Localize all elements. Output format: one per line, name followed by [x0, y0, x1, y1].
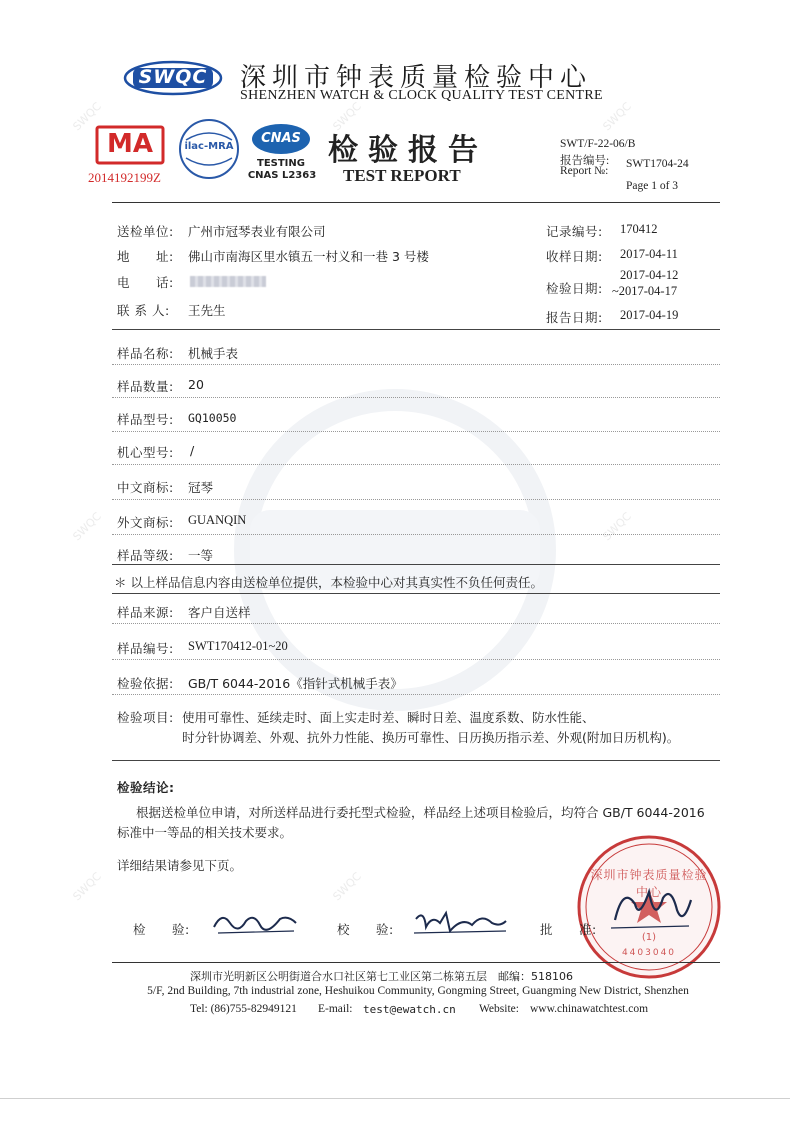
footer-address-en: 5/F, 2nd Building, 7th industrial zone, Heshuikou Community, Gongming Street, Guangming New District, Shenzhen: [147, 985, 689, 997]
client-address-value: 佛山市南海区里水镇五一村义和一巷 3 号楼: [188, 249, 429, 264]
footer-website[interactable]: www.chinawatchtest.com: [530, 1003, 649, 1015]
client-contact-value: 王先生: [188, 303, 226, 318]
cnas-logo: [250, 122, 312, 156]
sample-model-value: GQ10050: [188, 411, 237, 425]
sample-number-value: SWT170412-01~20: [188, 639, 288, 653]
divider-disclaimer: [112, 593, 720, 594]
page-bottom-edge: [0, 1098, 790, 1099]
en-brand-label: 外文商标:: [117, 515, 174, 530]
sample-name-label: 样品名称:: [117, 346, 174, 361]
phone-redacted: [190, 276, 266, 287]
report-title-en: TEST REPORT: [343, 166, 461, 185]
row-rule-6: [112, 534, 720, 535]
seal-number: 4403040: [621, 948, 677, 958]
client-phone-label: 电 话:: [117, 275, 174, 290]
report-title-cn: 检验报告: [328, 134, 488, 167]
watermark-stamp-3: SWQC: [600, 99, 634, 134]
report-no-label-cn: 报告编号:: [560, 155, 610, 167]
cn-brand-label: 中文商标:: [117, 480, 174, 495]
institute-title-cn: 深圳市钟表质量检验中心: [240, 63, 593, 92]
sample-grade-label: 样品等级:: [117, 548, 174, 563]
client-contact-label: 联 系 人:: [117, 303, 170, 318]
watermark-stamp-1: SWQC: [70, 99, 104, 134]
checker-label: 校 验:: [337, 922, 394, 937]
page-indicator: Page 1 of 3: [626, 180, 679, 192]
footer-divider: [112, 962, 720, 963]
sample-model-label: 样品型号:: [117, 412, 174, 427]
test-items-line-2: 时分针协调差、外观、抗外力性能、换历可靠性、日历换历指示差、外观(附加日历机构)。: [182, 730, 680, 745]
divider-top: [112, 202, 720, 203]
client-address-label: 地 址:: [117, 249, 174, 264]
institute-title-en: SHENZHEN WATCH & CLOCK QUALITY TEST CENTRE: [240, 88, 603, 103]
sample-name-value: 机械手表: [188, 346, 239, 361]
divider-items: [112, 760, 720, 761]
row-rule-3: [112, 431, 720, 432]
watermark-stamp-7: SWQC: [330, 869, 364, 904]
watermark-stamp-4: SWQC: [70, 509, 104, 544]
report-date-value: 2017-04-19: [620, 308, 679, 322]
movement-model-value: /: [190, 443, 195, 458]
footer-tel: Tel: (86)755-82949121: [190, 1003, 297, 1015]
footer-website-label: Website:: [479, 1003, 519, 1015]
row-rule-9: [112, 659, 720, 660]
tester-signature: [210, 905, 300, 939]
test-items-line-1: 使用可靠性、延续走时、面上实走时差、瞬时日差、温度系数、防水性能、: [182, 710, 595, 725]
test-basis-label: 检验依据:: [117, 676, 174, 691]
row-rule-4: [112, 464, 720, 465]
row-rule-7: [112, 564, 720, 565]
conclusion-text-line-1: 根据送检单位申请，对所送样品进行委托型式检验，样品经上述项目检验后，均符合 GB/T 6044-2016: [136, 805, 705, 820]
test-basis-value: GB/T 6044-2016《指针式机械手表》: [188, 676, 403, 691]
approver-label: 批 准:: [540, 922, 597, 937]
footer-email-label: E-mail:: [318, 1003, 353, 1015]
sample-number-label: 样品编号:: [117, 641, 174, 656]
sample-qty-value: 20: [188, 377, 204, 392]
conclusion-text-line-2: 标准中一等品的相关技术要求。: [117, 825, 293, 840]
received-date-label: 收样日期:: [546, 249, 603, 264]
sample-source-label: 样品来源:: [117, 605, 174, 620]
test-items-label: 检验项目:: [117, 710, 174, 725]
movement-model-label: 机心型号:: [117, 445, 174, 460]
swqc-logo-text: SWQC: [138, 66, 208, 88]
sample-qty-label: 样品数量:: [117, 379, 174, 394]
disclaimer-note: ＊ 以上样品信息内容由送检单位提供，本检验中心对其真实性不负任何责任。: [114, 575, 543, 590]
footer-address-cn: 深圳市光明新区公明街道合水口社区第七工业区第二栋第五层 邮编：518106: [190, 970, 573, 983]
ma-logo-text: MA: [107, 129, 153, 159]
received-date-value: 2017-04-11: [620, 247, 678, 261]
swqc-logo: [123, 60, 223, 94]
report-date-label: 报告日期:: [546, 310, 603, 325]
tester-label: 检 验:: [133, 922, 190, 937]
divider-client: [112, 329, 720, 330]
sample-source-value: 客户自送样: [188, 605, 251, 620]
cnas-logo-text: CNAS: [261, 131, 301, 146]
watermark-stamp-2: SWQC: [330, 99, 364, 134]
row-rule-8: [112, 623, 720, 624]
test-date-label: 检验日期:: [546, 281, 603, 296]
ma-cert-number: 2014192199Z: [88, 170, 161, 185]
watermark-stamp-5: SWQC: [600, 509, 634, 544]
row-rule-10: [112, 694, 720, 695]
cnas-code: CNAS L2363: [247, 170, 317, 181]
cnas-testing-label: TESTING: [257, 158, 305, 169]
client-unit-value: 广州市冠琴表业有限公司: [188, 224, 326, 239]
ma-certification-logo: [95, 125, 165, 165]
seal-mark: (1): [641, 932, 657, 943]
detail-reference: 详细结果请参见下页。: [117, 858, 243, 873]
watermark-stamp-6: SWQC: [70, 869, 104, 904]
row-rule-5: [112, 499, 720, 500]
checker-signature: [410, 905, 510, 939]
ilac-mra-logo-text: ilac-MRA: [184, 141, 234, 152]
cn-brand-value: 冠琴: [188, 480, 214, 495]
sample-grade-value: 一等: [188, 548, 214, 563]
row-rule-2: [112, 397, 720, 398]
footer-email[interactable]: test@ewatch.cn: [363, 1003, 456, 1016]
form-code: SWT/F-22-06/B: [560, 138, 636, 150]
conclusion-heading: 检验结论:: [117, 780, 175, 795]
test-date-to: ~2017-04-17: [612, 284, 678, 298]
record-no-value: 170412: [620, 222, 658, 236]
report-no-label-en: Report №:: [560, 165, 609, 177]
test-date-from: 2017-04-12: [620, 268, 679, 282]
record-no-label: 记录编号:: [546, 224, 603, 239]
ilac-mra-logo: [178, 118, 240, 180]
row-rule-1: [112, 364, 720, 365]
seal-text: 深圳市钟表质量检验中心: [590, 868, 708, 899]
client-unit-label: 送检单位:: [117, 224, 174, 239]
en-brand-value: GUANQIN: [188, 513, 247, 527]
report-number: SWT1704-24: [626, 158, 689, 170]
approver-signature: [605, 880, 695, 940]
